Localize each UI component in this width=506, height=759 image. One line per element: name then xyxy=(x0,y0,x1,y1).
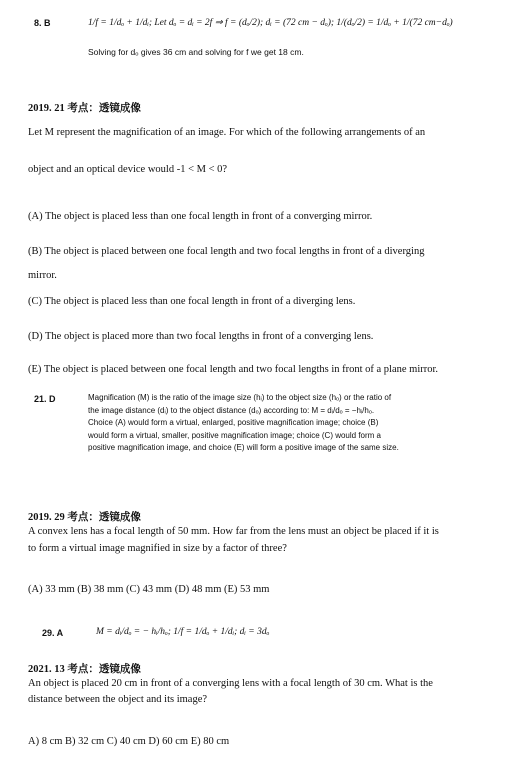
question-header-13: 2021. 13 考点：透镜成像 xyxy=(28,664,141,675)
question-text-29-line2: to form a virtual image magnified in size by a factor of three? xyxy=(28,543,287,554)
question-text-13-line1: An object is placed 20 cm in front of a converging lens with a focal length of 30 cm. What is the xyxy=(28,678,433,689)
answer-line: would form a virtual, smaller, positive magnification image; choice (C) would form a xyxy=(88,430,382,440)
option-e-21: (E) The object is placed between one focal length and two focal lengths in front of a plane mirror. xyxy=(28,364,439,375)
option-b-21-cont: mirror. xyxy=(28,270,57,281)
option-d-21: (D) The object is placed more than two focal lengths in front of a converging lens. xyxy=(28,331,374,342)
answer-number-21: 21. D xyxy=(34,394,56,404)
question-text-29-line1: A convex lens has a focal length of 50 mm. How far from the lens must an object be placed if it is xyxy=(28,526,439,537)
option-c-21: (C) The object is placed less than one focal length in front of a diverging lens. xyxy=(28,296,356,307)
answer-explanation-21 xyxy=(88,392,488,455)
options-29: (A) 33 mm (B) 38 mm (C) 43 mm (D) 48 mm (E) 53 mm xyxy=(28,584,270,595)
answer-equation-29: M = dᵢ/dₒ = − hᵢ/hₒ; 1/f = 1/dₒ + 1/dᵢ; dᵢ = 3dₒ xyxy=(96,627,270,637)
question-text-21-line1: Let M represent the magnification of an image. For which of the following arrangements of an xyxy=(28,127,426,138)
option-b-21: (B) The object is placed between one focal length and two focal lengths in front of a diverging xyxy=(28,246,425,257)
question-text-13-line2: distance between the object and its image? xyxy=(28,694,208,705)
equation-8: 1/f = 1/dₒ + 1/dᵢ; Let dₒ = dᵢ = 2f ⇒ f = (dₒ/2); dᵢ = (72 cm − dₒ); 1/(dₒ/2) = 1/dₒ + 1/(72 cm−dₒ) xyxy=(88,18,453,28)
option-a-21: (A) The object is placed less than one focal length in front of a converging mirror. xyxy=(28,211,373,222)
answer-number-29: 29. A xyxy=(42,628,64,638)
solving-text: Solving for dₒ gives 36 cm and solving for f we get 18 cm. xyxy=(88,47,304,57)
options-13: A) 8 cm B) 32 cm C) 40 cm D) 60 cm E) 80 cm xyxy=(28,736,230,747)
question-header-29: 2019. 29 考点：透镜成像 xyxy=(28,512,141,523)
question-text-21-line2: object and an optical device would -1 < M < 0? xyxy=(28,164,228,175)
answer-line: Magnification (M) is the ratio of the image size (hᵢ) to the object size (hₒ) or the ratio of xyxy=(88,393,392,402)
answer-number-8: 8. B xyxy=(34,18,51,28)
question-header-21: 2019. 21 考点：透镜成像 xyxy=(28,103,141,114)
answer-line: Choice (A) would form a virtual, enlarged, positive magnification image; choice (B) xyxy=(88,418,379,427)
answer-line: the image distance (dᵢ) to the object distance (dₒ) according to: M = dᵢ/dₒ = −hᵢ/hₒ. xyxy=(88,405,375,415)
answer-line: positive magnification image, and choice (E) will form a positive image of the same size. xyxy=(88,443,399,452)
